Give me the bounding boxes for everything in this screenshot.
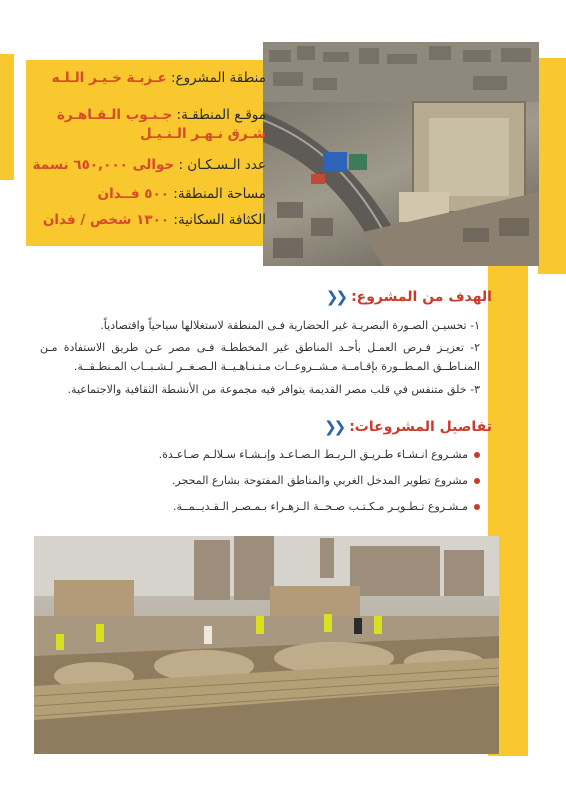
left-accent-bar xyxy=(0,54,14,180)
info-density-line xyxy=(43,212,266,228)
density-value: ١٣٠٠ شخص / فدان xyxy=(42,212,170,228)
density-label: الكثافة السكانية: xyxy=(173,212,266,228)
details-item-2-text: مشروع تطوير المدخل الغربي والمناطق المفتوحة بشارع المحجر. xyxy=(171,474,468,487)
double-chevron-left-icon: ❮❮ xyxy=(324,418,344,436)
info-location-line-2 xyxy=(140,126,266,142)
details-item-1 xyxy=(159,448,480,461)
goal-item-3: ٣- خلق متنفس في قلب مصر القديمة يتوافر فيه مجموعة من الأنشطة الثقافية والاجتماعية. xyxy=(67,383,480,396)
goal-item-2: ٢- تعزيـز فـرص العمـل بأحـد المناطق غير المخططـة فـى مصر عـن طريق الاستفادة مـن المنـاطــق المـطــورة بإقـامــة مـشــروعــات مـتـنـاهـيــة الـصـغــر لـشـبــاب المـنطـقــة. xyxy=(40,341,480,373)
details-item-3 xyxy=(173,500,480,513)
location-value-1: جـنـوب الـقـاهـرة xyxy=(56,107,173,123)
project-value: عـزبـة خـيـر الـلـه xyxy=(51,70,167,86)
photo-accent-bar xyxy=(538,58,566,274)
area-value: ٥٠٠ فــدان xyxy=(97,186,169,202)
info-project-line xyxy=(52,70,266,86)
location-value-2: شـرق نـهـر الـنـيـل xyxy=(140,126,266,142)
population-label: عدد الـسـكـان : xyxy=(178,157,266,173)
details-heading xyxy=(324,418,492,436)
red-dot-icon xyxy=(474,478,480,484)
area-label: مساحة المنطقة: xyxy=(173,186,266,202)
info-population-line xyxy=(33,157,266,173)
info-area-line xyxy=(98,186,266,202)
location-label: موقـع المنطقـة: xyxy=(176,107,266,123)
construction-site-photo xyxy=(34,536,499,754)
project-label: منطقة المشروع: xyxy=(170,70,266,86)
goal-heading xyxy=(326,288,492,306)
double-chevron-left-icon: ❮❮ xyxy=(325,288,346,306)
red-dot-icon xyxy=(474,504,480,510)
goal-item-1: ١- تحسيـن الصـورة البصريـة غير الحضارية فـى المنطقة لاستغلالها سياحياً واقتصادياً. xyxy=(100,319,480,332)
goal-heading-text: الهدف من المشروع: xyxy=(351,289,492,305)
details-item-2 xyxy=(172,474,480,487)
details-item-1-text: مشـروع انـشـاء طـريـق الـربـط الـصـاعـد وإنـشـاء سـلالـم صـاعـدة. xyxy=(158,448,468,461)
details-item-3-text: مـشـروع تـطـويـر مـكـتـب صـحــة الـزهـراء بـمـصـر الـقـديــمــة. xyxy=(172,500,468,513)
info-location-line xyxy=(57,107,266,123)
top-strip xyxy=(0,0,566,38)
details-heading-text: تفاصيل المشروعات: xyxy=(349,419,492,435)
population-value: حوالى ٦٥٠,٠٠٠ نسمة xyxy=(32,157,175,173)
aerial-photo xyxy=(263,42,539,266)
red-dot-icon xyxy=(474,452,480,458)
